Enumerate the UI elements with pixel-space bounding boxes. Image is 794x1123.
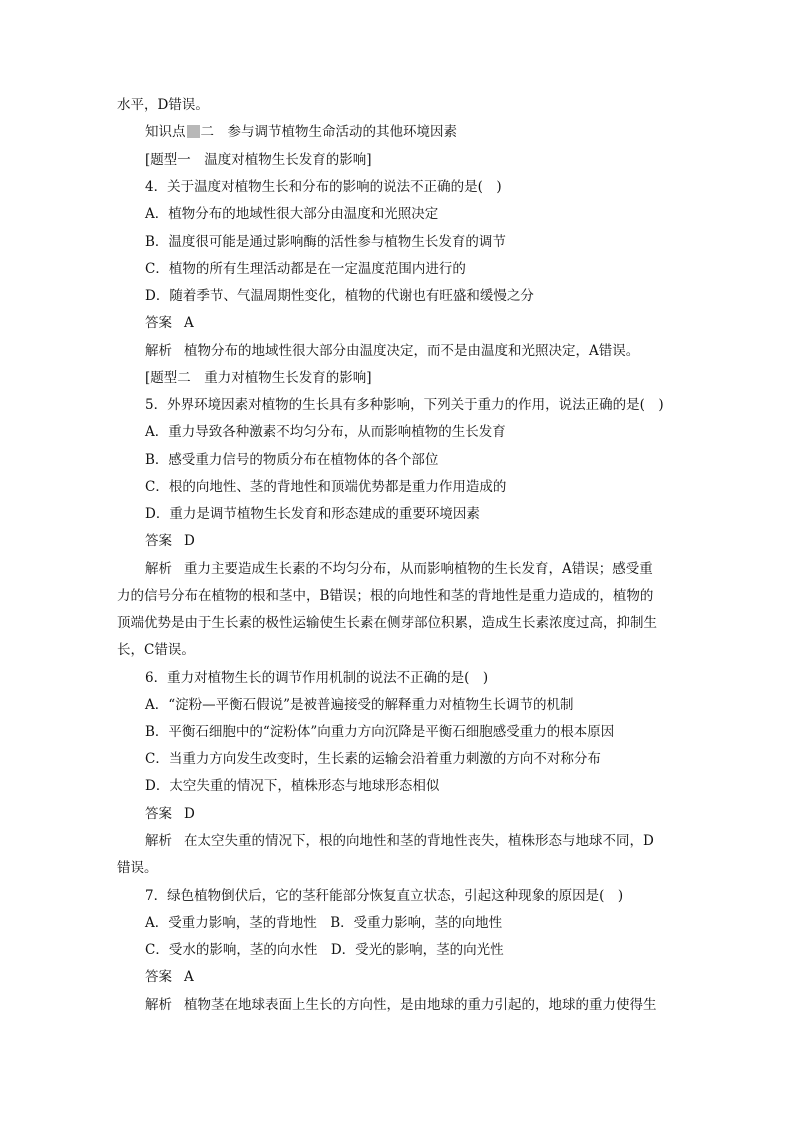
answer-label: 答案 xyxy=(145,969,172,985)
analysis-text: 在太空失重的情况下，根的向地性和茎的背地性丧失，植株形态与地球不同，D xyxy=(184,833,654,849)
option-d: D．重力是调节植物生长发育和形态建成的重要环境因素 xyxy=(145,506,480,522)
analysis-label: 解析 xyxy=(145,561,172,577)
question-type-heading: [题型一 温度对植物生长发育的影响] xyxy=(145,152,372,168)
answer-value: D xyxy=(184,533,195,549)
analysis-continuation: 顶端优势是由于生长素的极性运输使生长素在侧芽部位积累，造成生长素浓度过高，抑制生 xyxy=(117,615,657,631)
analysis-continuation: 力的信号分布在植物的根和茎中，B错误；根的向地性和茎的背地性是重力造成的，植物的 xyxy=(117,588,654,604)
answer-line xyxy=(145,531,710,551)
section-heading xyxy=(145,122,710,142)
answer-label: 答案 xyxy=(145,806,172,822)
option-b: B．温度很可能是通过影响酶的活性参与植物生长发育的调节 xyxy=(145,234,506,250)
option-d: D．随着季节、气温周期性变化，植物的代谢也有旺盛和缓慢之分 xyxy=(145,288,534,304)
analysis-line xyxy=(145,995,710,1015)
option-a: A．“淀粉—平衡石假说”是被普遍接受的解释重力对植物生长调节的机制 xyxy=(145,697,574,713)
question-stem: 4．关于温度对植物生长和分布的影响的说法不正确的是( ) xyxy=(145,179,502,195)
section-heading-label: 知识点 xyxy=(145,124,186,140)
answer-value: A xyxy=(184,315,194,331)
analysis-text: 植物分布的地域性很大部分由温度决定，而不是由温度和光照决定，A错误。 xyxy=(184,343,640,359)
option-b: B．感受重力信号的物质分布在植物体的各个部位 xyxy=(145,452,439,468)
answer-label: 答案 xyxy=(145,315,172,331)
analysis-line xyxy=(145,831,710,851)
marker-square-icon xyxy=(187,125,200,138)
option-b: B．平衡石细胞中的“淀粉体”向重力方向沉降是平衡石细胞感受重力的根本原因 xyxy=(145,724,615,740)
options-row-cd: C．受水的影响，茎的向水性 D．受光的影响，茎的向光性 xyxy=(145,942,504,958)
analysis-continuation: 长，C错误。 xyxy=(117,642,195,658)
question-stem: 5．外界环境因素对植物的生长具有多种影响，下列关于重力的作用，说法正确的是( ) xyxy=(145,397,664,413)
option-d: D．太空失重的情况下，植株形态与地球形态相似 xyxy=(145,778,440,794)
question-stem: 7．绿色植物倒伏后，它的茎秆能部分恢复直立状态，引起这种现象的原因是( ) xyxy=(145,888,624,904)
option-c: C．植物的所有生理活动都是在一定温度范围内进行的 xyxy=(145,261,466,277)
answer-value: D xyxy=(184,806,195,822)
option-c: C．根的向地性、茎的背地性和顶端优势都是重力作用造成的 xyxy=(145,479,507,495)
option-a: A．植物分布的地域性很大部分由温度和光照决定 xyxy=(145,206,439,222)
analysis-label: 解析 xyxy=(145,343,172,359)
analysis-text: 植物茎在地球表面上生长的方向性，是由地球的重力引起的，地球的重力使得生 xyxy=(184,997,657,1013)
text-line: 水平，D错误。 xyxy=(117,97,209,113)
analysis-line xyxy=(145,341,710,361)
analysis-label: 解析 xyxy=(145,833,172,849)
answer-line xyxy=(145,967,710,987)
analysis-text: 重力主要造成生长素的不均匀分布，从而影响植物的生长发育，A错误；感受重 xyxy=(184,561,653,577)
question-type-heading: [题型二 重力对植物生长发育的影响] xyxy=(145,370,372,386)
analysis-continuation: 错误。 xyxy=(117,860,158,876)
question-stem: 6．重力对植物生长的调节作用机制的说法不正确的是( ) xyxy=(145,670,489,686)
option-a: A．重力导致各种激素不均匀分布，从而影响植物的生长发育 xyxy=(145,424,506,440)
analysis-label: 解析 xyxy=(145,997,172,1013)
answer-value: A xyxy=(184,969,194,985)
section-heading-title: 二 参与调节植物生命活动的其他环境因素 xyxy=(200,124,457,140)
analysis-line xyxy=(145,559,710,579)
option-c: C．当重力方向发生改变时，生长素的运输会沿着重力刺激的方向不对称分布 xyxy=(145,751,601,767)
answer-line xyxy=(145,804,710,824)
answer-line xyxy=(145,313,710,333)
answer-label: 答案 xyxy=(145,533,172,549)
options-row-ab: A．受重力影响，茎的背地性 B．受重力影响，茎的向地性 xyxy=(145,915,503,931)
